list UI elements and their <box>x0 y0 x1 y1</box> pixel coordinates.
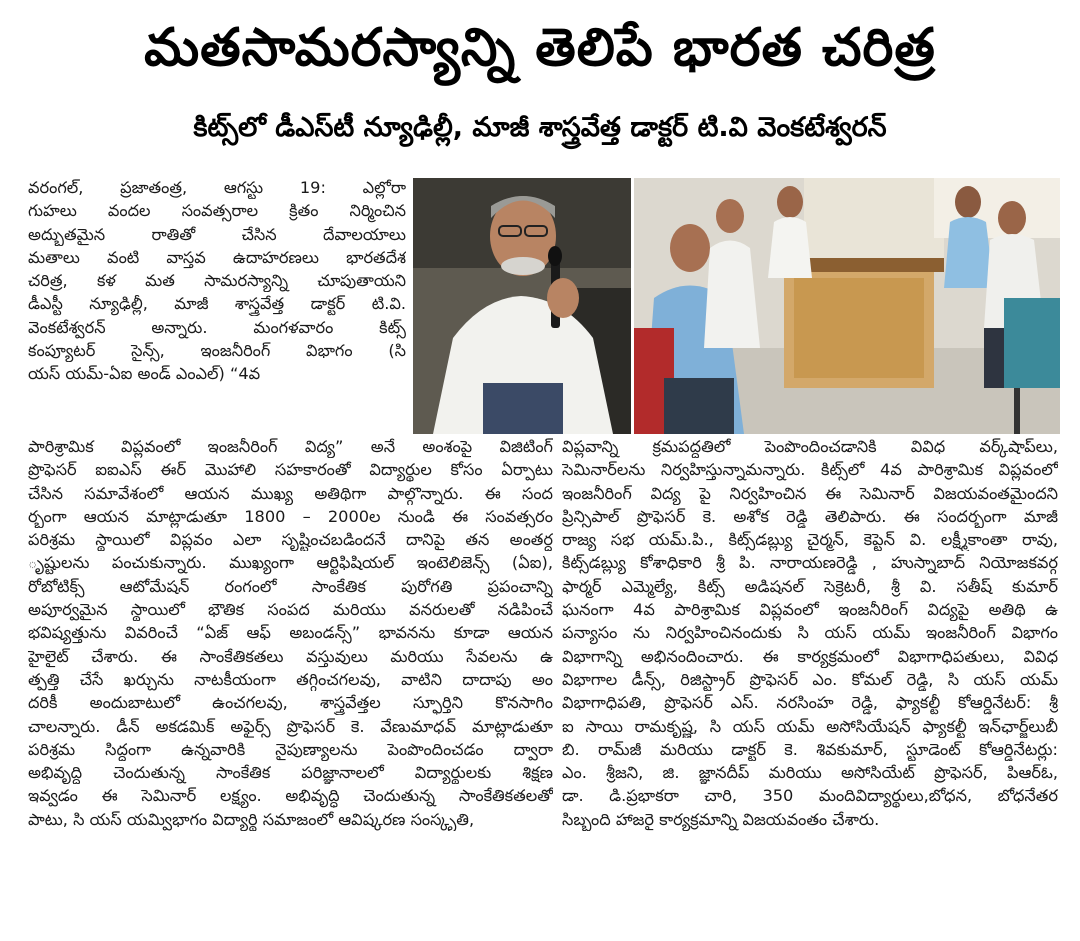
text-line: వెంకటేశ్వరన్ అన్నారు. మంగళవారం కిట్స్ <box>28 317 406 337</box>
text-line: పారిశ్రామిక విప్లవంలో ఇంజనీరింగ్ విద్య” అనే అంశంపై విజిటింగ్ <box>28 437 553 456</box>
text-line: సిబ్బంది హాజరై కార్యక్రమాన్ని విజయవంతం చేశారు. <box>562 809 880 829</box>
text-line: కంప్యూటర్ సైన్స్, ఇంజనీరింగ్ విభాగం (సి <box>28 341 406 361</box>
speaker-photo <box>413 178 631 434</box>
text-line: డా. డి.ప్రభాకరా చారి, 350 మందివిద్యార్థులు,బోధన, బోధనేతర <box>562 786 1058 806</box>
text-line: అపూర్వమైన స్థాయిలో భౌతిక సంపద మరియు వనరులతో నడిపించే <box>28 600 553 620</box>
text-line: పాటు, సి యస్ యమ్విభాగం విద్యార్థి సమాజంలో ఆవిష్కరణ సంస్కృతి, <box>28 809 475 829</box>
text-line: రోబోటిక్స్ ఆటోమేషన్ రంగంలో సాంకేతిక పురోగతి ప్రపంచాన్ని <box>28 576 553 596</box>
text-line: అభివృద్ధి చెందుతున్న సాంకేతిక పరిజ్ఞానాలలో విద్యార్థులకు శిక్షణ <box>28 763 553 783</box>
text-line: విభాగాన్ని అభినందించారు. ఈ కార్యక్రమంలో విభాగాధిపతులు, వివిధ <box>562 646 1058 666</box>
text-line: వరంగల్, ప్రజాతంత్ర, ఆగస్టు 19: ఎల్లోరా <box>28 178 406 197</box>
text-line: హైలైట్ చేశారు. ఈ సాంకేతికతలు వస్తువులు మరియు సేవలను ఉ <box>28 646 553 666</box>
text-line: చేసిన సమావేశంలో ఆయన ముఖ్య అతిథిగా పాల్గొన్నారు. ఈ సంద <box>28 483 553 503</box>
text-line: ఇవ్వడం ఈ సెమినార్ లక్ష్యం. అభివృద్ధి చెందుతున్న సాంకేతికతలతో <box>28 786 553 806</box>
text-line: దరికీ అందుబాటులో ఉంచగలవు, శాస్త్రవేత్తల స్ఫూర్తిని కొనసాగిం <box>28 693 553 713</box>
text-line: పన్యాసం ను నిర్వహించినందుకు సి యస్ యమ్ ఇంజనీరింగ్ విభాగం <box>562 623 1058 643</box>
text-line: ఫార్మర్ ఎమ్మెల్యే, కిట్స్ అడిషనల్ సెక్రెటరీ, శ్రీ వి. సతీష్ కుమార్ <box>562 576 1058 596</box>
article-column-right <box>562 435 1058 831</box>
text-line: ప్రిన్సిపాల్ ప్రొఫెసర్ కె. అశోక రెడ్డి తెలిపారు. ఈ సందర్భంగా మాజీ <box>562 506 1058 526</box>
text-line: విభాగాధిపతి, ప్రొఫెసర్ ఎస్. నరసింహ రెడ్డి, ఫ్యాకల్టీ కోఆర్డినేటర్: శ్రీ <box>562 693 1058 713</box>
text-line: యస్ యమ్-ఏఐ అండ్ ఎంఎల్) “4వ <box>28 364 261 384</box>
text-line: చాలన్నారు. డీన్ అకడమిక్ అఫైర్స్ ప్రొఫెసర్ కె. వేణుమాధవ్ మాట్లాడుతూ <box>28 716 553 736</box>
text-line: డీఎస్టీ న్యూఢిల్లీ, మాజీ శాస్త్రవేత్త డాక్టర్ టి.వి. <box>28 294 406 314</box>
text-line: ర్భంగా ఆయన మాట్లాడుతూ 1800 – 2000ల నుండి ఈ సంవత్సరం <box>28 506 553 526</box>
text-line: అద్భుతమైన రాతితో చేసిన దేవాలయాలు <box>28 224 406 244</box>
text-line: సెమినార్‌లను నిర్వహిస్తున్నామన్నారు. కిట్స్‌లో 4వ పారిశ్రామిక విప్లవంలో <box>562 460 1058 480</box>
text-line: మతాలు వంటి వాస్తవ ఉదాహరణలు భారతదేశ <box>28 247 406 267</box>
text-line: విభాగాల డీన్స్, రిజిస్ట్రార్ ప్రొఫెసర్ ఎం. కోమల్ రెడ్డి, సి యస్ యమ్ <box>562 669 1058 689</box>
text-line: ఎం. శ్రీజని, జి. జ్ఞానదీప్ మరియు అసోసియేట్ ప్రొఫెసర్, పిఆర్‌ఓ, <box>562 763 1058 783</box>
text-line: బి. రామ్‌జీ మరియు డాక్టర్ కె. శివకుమార్, స్టూడెంట్ కోఆర్డినేటర్లు: <box>562 739 1058 759</box>
headline: మతసామరస్యాన్ని తెలిపే భారత చరిత్ర <box>144 18 936 78</box>
article-column-top <box>28 176 406 386</box>
text-line: త్పత్తి చేసే ఖర్చును నాటకీయంగా తగ్గించగలవు, వాటిని దాదాపు అం <box>28 669 553 689</box>
text-line: భవిష్యత్తును వివరించే “ఏజ్ ఆఫ్ అబండన్స్” భావనను కూడా ఆయన <box>28 623 553 643</box>
text-line: పరిశ్రమ సిద్ధంగా ఉన్నవారికి నైపుణ్యాలను పెంపొందించడం ద్వారా <box>28 739 553 759</box>
text-line: ఘనంగా 4వ పారిశ్రామిక విప్లవంలో ఇంజనీరింగ్ విద్యపై అతిథి ఉ <box>562 600 1058 620</box>
text-line: ృష్టులను పంచుకున్నారు. ముఖ్యంగా ఆర్టిఫిషియల్ ఇంటెలిజెన్స్ (ఏఐ), <box>28 553 553 573</box>
text-line: చరిత్ర, కళ మత సామరస్యాన్ని చూపుతాయని <box>28 271 406 291</box>
text-line: పరిశ్రమ స్థాయిలో విప్లవం ఎలా సృష్టించబడిందనే దానిపై తన అంతర్ద <box>28 530 553 550</box>
text-line: రాజ్య సభ యమ్.పి., కిట్స్‌డబ్ల్యు చైర్మన్, కెప్టెన్ వి. లక్ష్మీకాంతా రావు, <box>562 530 1058 550</box>
text-line: ప్రొఫెసర్ ఐఐఎస్ ఈర్ మొహాలి సహకారంతో విద్యార్థుల కోసం ఏర్పాటు <box>28 460 553 480</box>
text-line: కిట్స్‌డబ్ల్యు కోశాధికారి శ్రీ పి. నారాయణరెడ్డి , హుస్నాబాద్ నియోజకవర్గ <box>562 553 1058 573</box>
text-line: ఐ సాయి రామకృష్ణ, సి యస్ యమ్ అసోసియేషన్ ఫ్యాకల్టీ ఇన్‌ఛార్జ్‌లుబీ <box>562 716 1058 736</box>
subheadline: కిట్స్‌లో డీఎస్‌టీ న్యూఢిల్లీ, మాజీ శాస్త్రవేత్త డాక్టర్ టి.వి వెంకటేశ్వరన్ <box>193 112 887 143</box>
text-line: గుహలు వందల సంవత్సరాల క్రితం నిర్మించిన <box>28 201 406 221</box>
text-line: విప్లవాన్ని క్రమపద్ధతిలో పెంపొందించడానికి వివిధ వర్క్‌షాప్‌లు, <box>562 437 1058 456</box>
article-column-left <box>28 435 553 831</box>
text-line: ఇంజనీరింగ్ విద్య పై నిర్వహించిన ఈ సెమినార్ విజయవంతమైందని <box>562 483 1058 503</box>
meeting-photo <box>634 178 1060 434</box>
